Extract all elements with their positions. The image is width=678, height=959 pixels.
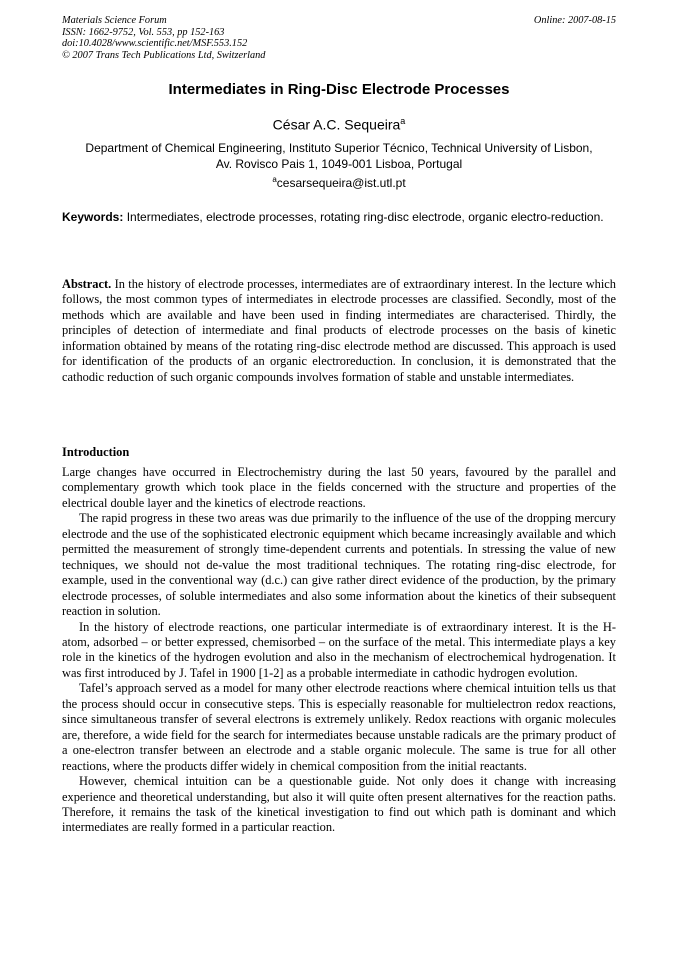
email-mark: a: [272, 175, 277, 184]
paper-title: Intermediates in Ring-Disc Electrode Processes: [168, 81, 510, 98]
paragraph: Large changes have occurred in Electrochemistry during the last 50 years, favoured by the parallel and complementary growth which took place in the fields concerned with the structure and properties of the electrical double layer and the kinetics of electrode reactions.: [62, 465, 616, 510]
paragraph: Tafel’s approach served as a model for many other electrode reactions where chemical intuition tells us that the process should occur in consecutive steps. This is especially reasonable for multielectron redox reactions, since simultaneous transfer of several electrons is extremely unlikely. Redox reactions with organic molecules are, therefore, a wide field for the search for intermediates because unstable radicals are the primary product of a one-electron transfer between an electrode and a stable organic molecule. The same is true for all other reactions, where the products differ widely in chemical composition from the initial reactants.: [62, 681, 616, 773]
abstract-text: In the history of electrode processes, intermediates are of extraordinary interest. In the lecture which follows, the most common types of intermediates in electrode processes are classified. Secondly, most of the methods which are available and have been used in finding intermediates are characterised. Thirdly, the principles of detection of intermediate and final products of electrode processes on the basis of kinetic information obtained by means of the rotating ring-disc electrode method are discussed. This approach is used for identification of the products of an organic electroreduction. In conclusion, it is demonstrated that the cathodic reduction of such organic compounds involves formation of stable and unstable intermediates.: [62, 277, 616, 384]
paragraph: In the history of electrode reactions, one particular intermediate is of extraordinary interest. It is the H-atom, adsorbed – or better expressed, chemisorbed – on the surface of the metal. This intermediate plays a key role in the kinetics of the hydrogen evolution and also in the mechanism of electrochemical hydrogenation. It was first introduced by J. Tafel in 1900 [1-2] as a probable intermediate in cathodic hydrogen evolution.: [62, 619, 616, 680]
introduction-body: [62, 465, 616, 836]
abstract-block: [62, 277, 616, 385]
affiliation-line-1: Department of Chemical Engineering, Instituto Superior Técnico, Technical University of Lisbon,: [85, 141, 593, 155]
keywords-block: [62, 210, 616, 226]
doi-line: doi:10.4028/www.scientific.net/MSF.553.152: [62, 38, 248, 49]
paragraph: However, chemical intuition can be a questionable guide. Not only does it change with increasing experience and theoretical understanding, but also it will quite often present alternatives for the reaction paths. Therefore, it remains the task of the kinetical investigation to find out which path is dominant and which intermediates are really formed in a particular reaction.: [62, 774, 616, 835]
copyright-line: © 2007 Trans Tech Publications Ltd, Switzerland: [62, 49, 266, 61]
online-date: Online: 2007-08-15: [533, 15, 616, 26]
author-name: César A.C. Sequeira: [272, 116, 401, 133]
abstract-label: Abstract.: [62, 277, 112, 291]
section-heading-introduction: Introduction: [62, 445, 130, 459]
publication-info: [62, 15, 616, 61]
author-line: [62, 116, 616, 133]
affiliation: [62, 141, 616, 172]
author-email: [62, 175, 616, 190]
author-affiliation-mark: a: [400, 116, 406, 126]
paragraph: The rapid progress in these two areas was due primarily to the influence of the use of the dropping mercury electrode and the use of the sophisticated electronic equipment which became increasingly available and which permitted the measurement of strongly time-dependent currents and potentials. In stressing the value of new techniques, we should not de-value the most traditional techniques. The rotating ring-disc electrode, for example, used in the conventional way (d.c.) can give rather direct evidence of the production, by the primary electrode processes, of soluble intermediates and also some information about the kinetics of their subsequent reaction in solution.: [62, 511, 616, 619]
journal-header: [62, 15, 616, 61]
keywords-label: Keywords:: [62, 210, 124, 224]
issn-line: ISSN: 1662-9752, Vol. 553, pp 152-163: [62, 26, 225, 38]
email-address[interactable]: cesarsequeira@ist.utl.pt: [276, 176, 406, 190]
affiliation-line-2: Av. Rovisco Pais 1, 1049-001 Lisboa, Portugal: [215, 156, 463, 171]
journal-name: Materials Science Forum: [62, 15, 167, 26]
keywords-text: Intermediates, electrode processes, rotating ring-disc electrode, organic electro-reduction.: [126, 210, 604, 224]
